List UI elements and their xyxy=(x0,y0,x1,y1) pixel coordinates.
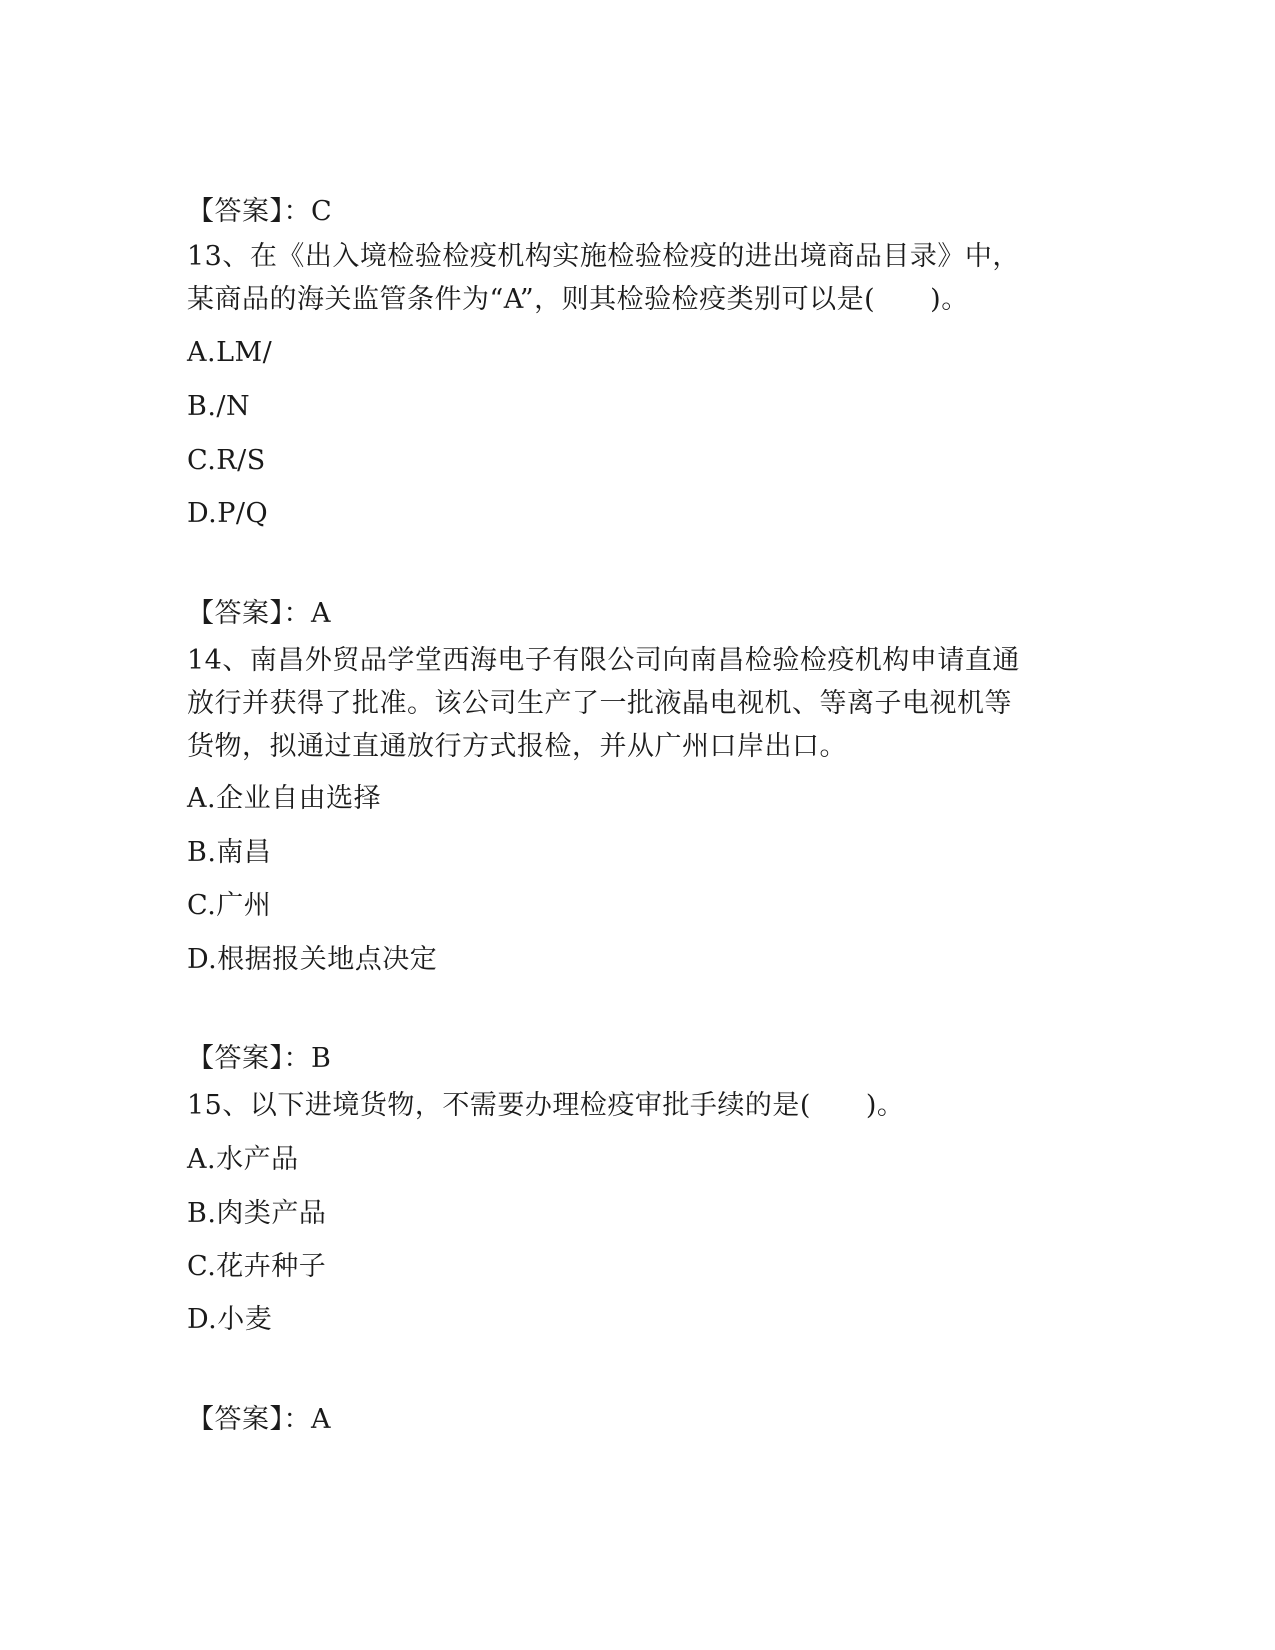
q13-option-d: D.P/Q xyxy=(187,498,269,529)
q14-option-d: D.根据报关地点决定 xyxy=(187,944,438,975)
q15-stem-line1: 15、以下进境货物，不需要办理检疫审批手续的是( )。 xyxy=(187,1090,905,1121)
q13-option-b: B./N xyxy=(187,391,251,422)
q14-option-c: C.广州 xyxy=(187,890,272,921)
q14-answer: 【答案】：B xyxy=(187,1043,332,1074)
q13-stem-line1: 13、在《出入境检验检疫机构实施检验检疫的进出境商品目录》中， xyxy=(187,241,1020,272)
q13-answer: 【答案】：A xyxy=(187,598,331,629)
q14-option-b: B.南昌 xyxy=(187,837,272,868)
q13-option-a: A.LM/ xyxy=(187,337,273,368)
q15-option-a: A.水产品 xyxy=(187,1144,299,1175)
q15-option-b: B.肉类产品 xyxy=(187,1198,327,1229)
q15-option-d: D.小麦 xyxy=(187,1304,273,1335)
q14-stem-line1: 14、南昌外贸品学堂西海电子有限公司向南昌检验检疫机构申请直通 xyxy=(187,645,1020,676)
q15-option-c: C.花卉种子 xyxy=(187,1251,327,1282)
q15-answer: 【答案】：A xyxy=(187,1404,331,1435)
q13-option-c: C.R/S xyxy=(187,445,266,476)
q13-stem-line2: 某商品的海关监管条件为“A”，则其检验检疫类别可以是( )。 xyxy=(187,284,969,315)
q12-answer: 【答案】：C xyxy=(187,196,333,227)
q14-stem-line3: 货物，拟通过直通放行方式报检，并从广州口岸出口。 xyxy=(187,731,847,762)
q14-option-a: A.企业自由选择 xyxy=(187,783,382,814)
q14-stem-line2: 放行并获得了批准。该公司生产了一批液晶电视机、等离子电视机等 xyxy=(187,688,1012,719)
